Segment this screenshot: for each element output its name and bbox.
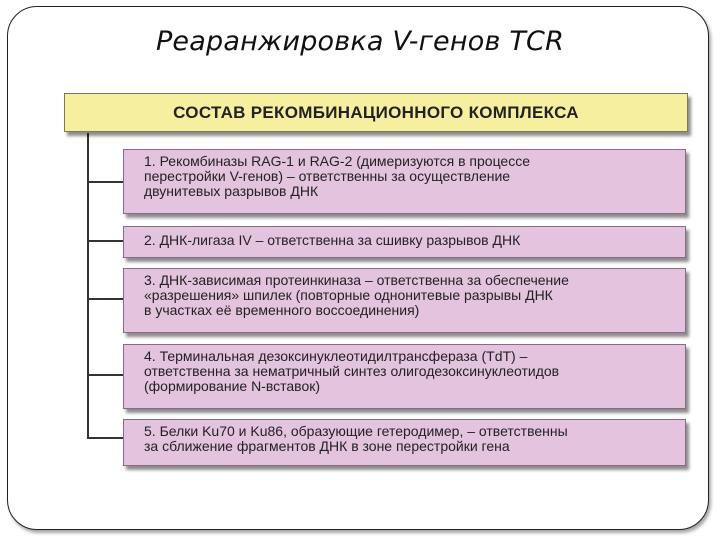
complex-header-box: СОСТАВ РЕКОМБИНАЦИОННОГО КОМПЛЕКСА [64,93,688,132]
component-box-5: 5. Белки Ku70 и Ku86, образующие гетеродимер, – ответственны за сближение фрагментов ДНК в зоне перестройки гена [123,419,686,466]
connector-branch-5 [87,437,123,439]
slide-title: Реаранжировка V-генов TCR [155,26,565,57]
component-box-3: 3. ДНК-зависимая протеинкиназа – ответственна за обеспечение «разрешения» шпилек (повторные однонитевые разрывы ДНК в участках её временного воссоединения) [123,268,686,333]
component-box-4: 4. Терминальная дезоксинуклеотидилтрансфераза (TdT) – ответственна за нематричный синтез олигодезоксинуклеотидов (формирование N-вставок) [123,344,686,409]
connector-branch-3 [87,298,123,300]
connector-vertical-line [87,133,89,438]
connector-branch-1 [87,181,123,183]
component-box-2: 2. ДНК-лигаза IV – ответственна за сшивку разрывов ДНК [123,226,686,258]
connector-branch-4 [87,374,123,376]
component-box-1: 1. Рекомбиназы RAG-1 и RAG-2 (димеризуются в процессе перестройки V-генов) – ответственны за осуществление двунитевых разрывов ДНК [123,149,686,214]
connector-branch-2 [87,240,123,242]
